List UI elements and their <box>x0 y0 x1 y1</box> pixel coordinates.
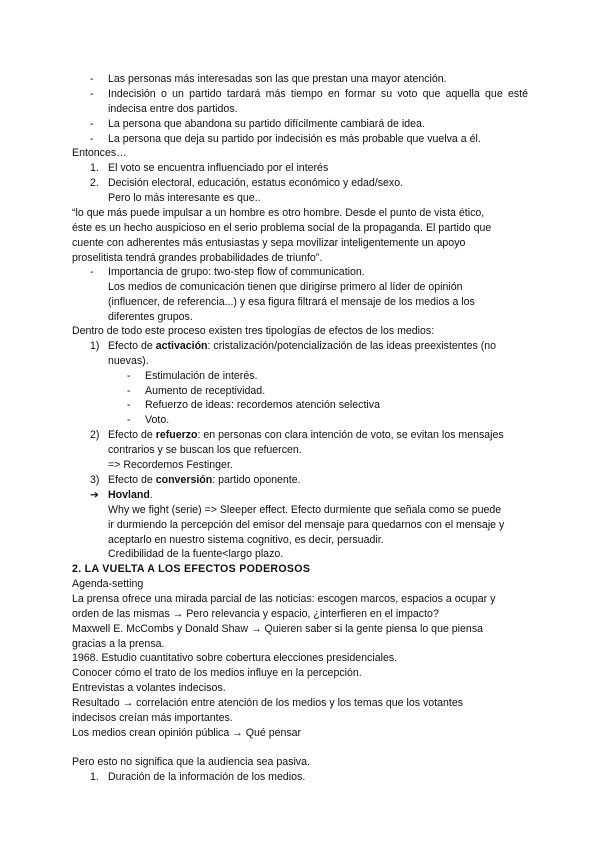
bullet-text: La persona que abandona su partido difícilmente cambiará de idea. <box>108 118 425 130</box>
grupo-line: diferentes grupos. <box>108 311 193 323</box>
efecto-desc: : partido oponente. <box>212 474 301 486</box>
section-line: Resultado → correlación entre atención de los medios y los temas que los votantes <box>72 697 464 709</box>
bullet-dash: - <box>90 73 94 85</box>
bullet-text: Indecisión o un partido tardará más tiempo en formar su voto que aquella que esté indecisa entre dos partidos. <box>108 88 528 115</box>
section-line: indecisos creían más importantes. <box>72 712 233 724</box>
list-number: 2. <box>90 177 99 189</box>
hovland-line: ir durmiendo la percepción del emisor del mensaje para quedarnos con el mensaje y <box>108 519 505 531</box>
bullet-dash: - <box>90 88 94 100</box>
sub-dash: - <box>127 370 131 382</box>
bullet-dash: - <box>90 266 94 278</box>
quote-line: “lo que más puede impulsar a un hombre es otro hombre. Desde el punto de vista ético, <box>72 207 485 219</box>
section-line: Los medios crean opinión pública → Qué pensar <box>72 727 302 739</box>
efecto-desc: : cristalización/potencialización de las ideas preexistentes (no <box>207 340 497 352</box>
list-number: 1. <box>90 162 99 174</box>
efecto-refuerzo <box>108 428 504 443</box>
efecto-desc-cont: contrarios y se buscan los que refuercen. <box>108 444 302 456</box>
hovland-line: aceptarlo en nuestro sistema cognitivo, es decir, persuadir. <box>108 534 384 546</box>
sub-dash: - <box>127 385 131 397</box>
efecto-desc-cont: nuevas). <box>108 355 149 367</box>
grupo-line: (influencer, de referencia...) y esa figura filtrará el mensaje de los medios a los <box>108 296 475 308</box>
list-item: Decisión electoral, educación, estatus económico y edad/sexo. <box>108 177 404 189</box>
efecto-prefix: Efecto de <box>108 429 156 441</box>
hovland-keyword: Hovland <box>108 489 150 501</box>
list-number: 3) <box>90 474 100 486</box>
list-number: 1. <box>90 771 99 783</box>
sub-item: Refuerzo de ideas: recordemos atención selectiva <box>145 399 380 411</box>
sub-dash: - <box>127 399 131 411</box>
section-line: gracias a la prensa. <box>72 638 165 650</box>
efecto-desc: : en personas con clara intención de voto, se evitan los mensajes <box>197 429 504 441</box>
efecto-prefix: Efecto de <box>108 340 156 352</box>
efecto-keyword: conversión <box>155 474 213 486</box>
sub-item: Voto. <box>145 414 170 426</box>
section-line: Entrevistas a volantes indecisos. <box>72 682 226 694</box>
efecto-note: => Recordemos Festinger. <box>108 459 233 471</box>
list-item: Duración de la información de los medios. <box>108 771 306 783</box>
efecto-keyword: activación <box>155 340 208 352</box>
quote-line: proselitista tendrá grandes probabilidades de triunfo”. <box>72 252 323 264</box>
hovland-title <box>108 488 153 503</box>
section-line: Maxwell E. McCombs y Donald Shaw → Quieren saber si la gente piensa lo que piensa <box>72 623 484 635</box>
section-line: orden de las mismas → Pero relevancia y espacio, ¿interfieren en el impacto? <box>72 608 439 620</box>
tipologias-intro: Dentro de todo este proceso existen tres tipologías de efectos de los medios: <box>72 325 435 337</box>
section-line: 1968. Estudio cuantitativo sobre cobertura elecciones presidenciales. <box>72 652 398 664</box>
bullet-text: La persona que deja su partido por indecisión es más probable que vuelva a él. <box>108 133 481 145</box>
hovland-line: Why we fight (serie) => Sleeper effect. Efecto durmiente que señala como se puede <box>108 504 502 516</box>
section-line: Conocer cómo el trato de los medios influye en la percepción. <box>72 667 362 679</box>
sub-item: Estimulación de interés. <box>145 370 258 382</box>
arrow-icon: ➔ <box>90 489 99 501</box>
sub-item: Aumento de receptividad. <box>145 385 266 397</box>
efecto-activacion <box>108 339 496 354</box>
efecto-prefix: Efecto de <box>108 474 156 486</box>
section-line: La prensa ofrece una mirada parcial de las noticias: escogen marcos, espacios a ocupar y <box>72 593 496 605</box>
efecto-keyword: refuerzo <box>155 429 198 441</box>
closing-line: Pero esto no significa que la audiencia sea pasiva. <box>72 756 310 768</box>
hovland-dot: . <box>149 489 153 501</box>
bullet-text: Las personas más interesadas son las que prestan una mayor atención. <box>108 73 447 85</box>
grupo-title: Importancia de grupo: two-step flow of communication. <box>108 266 365 278</box>
list-number: 1) <box>90 340 100 352</box>
list-item: El voto se encuentra influenciado por el interés <box>108 162 329 174</box>
bullet-dash: - <box>90 133 94 145</box>
sub-dash: - <box>127 414 131 426</box>
section-subheading: Agenda-setting <box>72 578 144 590</box>
section-heading: 2. LA VUELTA A LOS EFECTOS PODEROSOS <box>72 563 311 575</box>
quote-line: cuente con adherentes más entusiastas y sepa movilizar inteligentemente un apoyo <box>72 237 466 249</box>
hovland-line: Credibilidad de la fuente<largo plazo. <box>108 548 284 560</box>
list-number: 2) <box>90 429 100 441</box>
efecto-conversion <box>108 473 301 488</box>
list-item-continuation: Pero lo más interesante es que.. <box>108 192 261 204</box>
grupo-line: Los medios de comunicación tienen que dirigirse primero al líder de opinión <box>108 281 463 293</box>
entonces-text: Entonces… <box>72 147 127 159</box>
quote-line: éste es un hecho auspicioso en el serio problema social de la propaganda. El partido que <box>72 222 492 234</box>
bullet-dash: - <box>90 118 94 130</box>
